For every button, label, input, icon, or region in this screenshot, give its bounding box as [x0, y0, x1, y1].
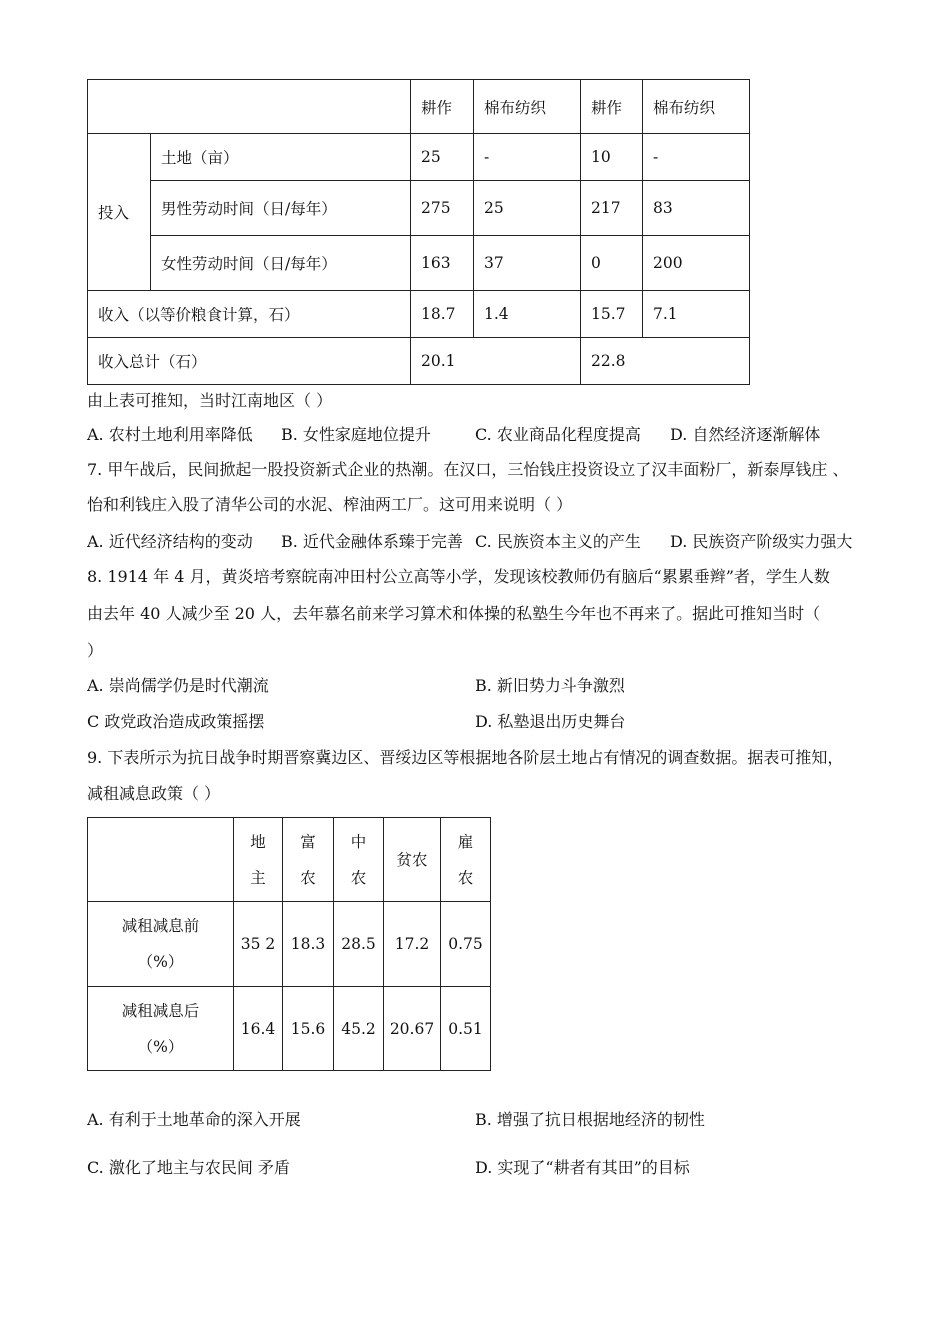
table-cell: 25 — [474, 181, 581, 236]
q6-option-a: A. 农村土地利用率降低 — [87, 425, 253, 444]
labor-income-table — [87, 79, 750, 385]
table-cell: 83 — [643, 181, 750, 236]
table-cell: 35 2 — [234, 902, 283, 987]
q9-option-c: C. 激化了地主与农民间 矛盾 — [87, 1158, 290, 1177]
row-label: 土地（亩） — [151, 134, 411, 181]
table-row — [88, 134, 750, 181]
table-cell: 217 — [581, 181, 643, 236]
land-ownership-table — [87, 817, 491, 1071]
header-cell: 贫农 — [384, 818, 441, 902]
q7-option-a: A. 近代经济结构的变动 — [87, 532, 253, 551]
q6-option-d: D. 自然经济逐渐解体 — [670, 425, 821, 444]
row-label: 男性劳动时间（日/每年） — [151, 181, 411, 236]
table-cell: 163 — [411, 236, 474, 291]
table-cell: 18.7 — [411, 291, 474, 338]
header-cell: 地 主 — [234, 818, 283, 902]
q7-stem-line2: 怡和利钱庄入股了清华公司的水泥、榨油两工厂。这可用来说明（ ） — [87, 495, 573, 514]
table-cell: 25 — [411, 134, 474, 181]
q9-option-d: D. 实现了“耕者有其田”的目标 — [475, 1158, 690, 1177]
table-cell: - — [474, 134, 581, 181]
q9-option-a: A. 有利于土地革命的深入开展 — [87, 1110, 301, 1129]
row-label: 减租减息前 （%） — [88, 902, 234, 987]
table-header-row — [88, 80, 750, 134]
table-cell: 18.3 — [283, 902, 334, 987]
q9-stem-line2: 减租减息政策（ ） — [87, 784, 221, 803]
table-cell: 15.6 — [283, 987, 334, 1071]
q7-stem-line1: 7. 甲午战后，民间掀起一股投资新式企业的热潮。在汉口，三怡钱庄投资设立了汉丰面粉厂，新泰厚钱庄 、 — [87, 460, 849, 479]
q9-option-b: B. 增强了抗日根据地经济的韧性 — [475, 1110, 705, 1129]
q8-option-b: B. 新旧势力斗争激烈 — [475, 676, 625, 695]
q8-option-a: A. 崇尚儒学仍是时代潮流 — [87, 676, 269, 695]
header-cell: 耕作 — [411, 80, 474, 134]
table-row — [88, 902, 491, 987]
table-cell: 16.4 — [234, 987, 283, 1071]
table-cell: 7.1 — [643, 291, 750, 338]
row-label: 女性劳动时间（日/每年） — [151, 236, 411, 291]
table-row — [88, 291, 750, 338]
q6-option-c: C. 农业商品化程度提高 — [475, 425, 641, 444]
table-cell: 20.67 — [384, 987, 441, 1071]
table-cell: 0 — [581, 236, 643, 291]
table-row — [88, 236, 750, 291]
table-cell: 0.75 — [441, 902, 491, 987]
q9-stem-line1: 9. 下表所示为抗日战争时期晋察冀边区、晋绥边区等根据地各阶层土地占有情况的调查数据。据表可推知， — [87, 748, 844, 767]
q7-option-b: B. 近代金融体系臻于完善 — [281, 532, 463, 551]
table-cell: 28.5 — [334, 902, 384, 987]
table-header-row — [88, 818, 491, 902]
header-cell: 雇 农 — [441, 818, 491, 902]
table-cell: 1.4 — [474, 291, 581, 338]
table-cell: 15.7 — [581, 291, 643, 338]
table-cell: 0.51 — [441, 987, 491, 1071]
q8-option-c: C 政党政治造成政策摇摆 — [87, 712, 265, 731]
table-cell: 45.2 — [334, 987, 384, 1071]
table-cell: 17.2 — [384, 902, 441, 987]
row-label: 减租减息后 （%） — [88, 987, 234, 1071]
header-cell: 棉布纺织 — [643, 80, 750, 134]
table-corner-cell — [88, 80, 411, 134]
table-cell: 200 — [643, 236, 750, 291]
input-group-label: 投入 — [88, 134, 151, 291]
q8-option-d: D. 私塾退出历史舞台 — [475, 712, 626, 731]
table-cell: 37 — [474, 236, 581, 291]
q8-stem-line1: 8. 1914 年 4 月，黄炎培考察皖南冲田村公立高等小学，发现该校教师仍有脑后“累累垂辫”者，学生人数 — [87, 567, 830, 586]
table-cell: - — [643, 134, 750, 181]
table-cell: 22.8 — [581, 338, 750, 385]
table-row — [88, 987, 491, 1071]
header-cell: 耕作 — [581, 80, 643, 134]
table-cell: 275 — [411, 181, 474, 236]
table-cell: 20.1 — [411, 338, 581, 385]
q7-option-d: D. 民族资产阶级实力强大 — [670, 532, 853, 551]
table-corner-cell — [88, 818, 234, 902]
table-cell: 10 — [581, 134, 643, 181]
table-row — [88, 181, 750, 236]
table-total-row — [88, 338, 750, 385]
header-cell: 棉布纺织 — [474, 80, 581, 134]
q6-stem: 由上表可推知，当时江南地区（ ） — [87, 391, 333, 410]
row-label: 收入（以等价粮食计算，石） — [88, 291, 411, 338]
row-label: 收入总计（石） — [88, 338, 411, 385]
header-cell: 富 农 — [283, 818, 334, 902]
q8-stem-line3: ） — [87, 641, 104, 660]
q8-stem-line2: 由去年 40 人减少至 20 人，去年慕名前来学习算术和体操的私塾生今年也不再来了。据此可推知当时（ — [87, 604, 821, 623]
q6-option-b: B. 女性家庭地位提升 — [281, 425, 431, 444]
header-cell: 中 农 — [334, 818, 384, 902]
q7-option-c: C. 民族资本主义的产生 — [475, 532, 641, 551]
